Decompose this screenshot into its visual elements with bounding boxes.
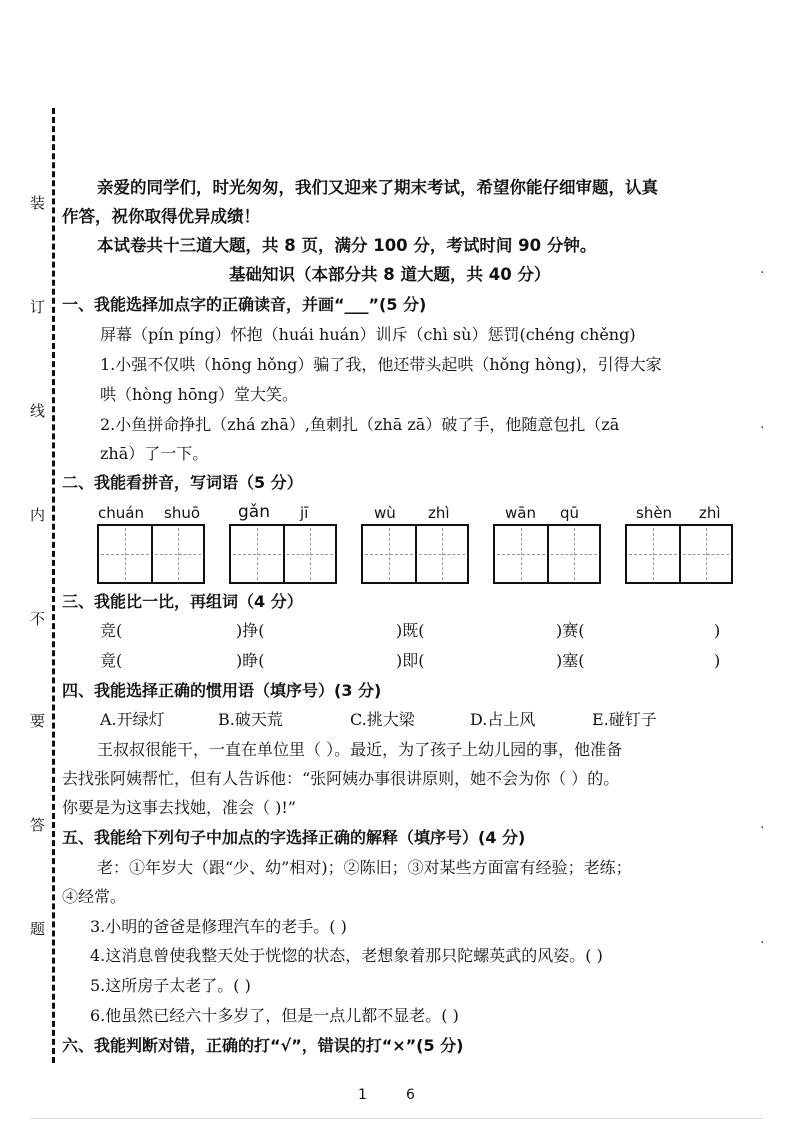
tianzige-cell[interactable] — [415, 526, 467, 582]
pinyin: shuō — [164, 504, 201, 522]
intro-line-1: 亲爱的同学们，时光匆匆，我们又迎来了期末考试，希望你能仔细审题，认真 — [97, 178, 658, 197]
q1-title: 一、我能选择加点字的正确读音，并画“___”(5 分) — [62, 295, 427, 314]
tianzige-cell[interactable] — [363, 526, 415, 582]
q3-cell: ) — [714, 651, 721, 670]
q4-paragraph-1: 王叔叔很能干，一直在单位里（ ）。最近，为了孩子上幼儿园的事，他准备 — [97, 740, 623, 759]
q1-row-4: 2.小鱼拼命挣扎（zhá zhā）,鱼刺扎（zhā zā）破了手，他随意包扎（zā — [100, 415, 620, 434]
binding-char: 内 — [30, 506, 46, 524]
tianzige-cell[interactable] — [547, 526, 599, 582]
q4-title: 四、我能选择正确的惯用语（填序号）(3 分) — [62, 681, 382, 700]
q5-sentence-4: 4.这消息曾使我整天处于恍惚的状态，老想象着那只陀螺英武的风姿。( ) — [90, 946, 603, 965]
q3-cell: )睁( — [236, 651, 265, 670]
q4-option: B.破天荒 — [218, 710, 283, 729]
q3-cell: )即( — [396, 651, 425, 670]
tianzige-cell[interactable] — [231, 526, 283, 582]
q1-row-5: zhā）了一下。 — [100, 444, 209, 463]
q3-cell: 竟( — [100, 651, 123, 670]
q3-cell: )挣( — [236, 621, 265, 640]
q1-row-3: 哄（hòng hōng）堂大笑。 — [100, 385, 299, 404]
q1-row-1: 屏幕（pín píng）怀抱（huái huán）训斥（chì sù）惩罚(chéng chěng) — [100, 325, 636, 344]
tianzige-cell[interactable] — [151, 526, 203, 582]
pinyin: jī — [300, 504, 309, 522]
footer-divider — [30, 1118, 763, 1119]
pinyin: zhì — [699, 504, 721, 522]
q3-cell: )塞( — [556, 651, 585, 670]
q5-title: 五、我能给下列句子中加点的字选择正确的解释（填序号）(4 分) — [62, 828, 526, 847]
edge-mark: · — [760, 265, 765, 281]
binding-char: 不 — [30, 610, 46, 628]
q3-title: 三、我能比一比，再组词（4 分） — [62, 592, 303, 611]
binding-char: 答 — [30, 816, 46, 834]
tianzige-cell[interactable] — [627, 526, 679, 582]
tianzige-cell[interactable] — [283, 526, 335, 582]
q2-title: 二、我能看拼音，写词语（5 分） — [62, 473, 303, 492]
tianzige-box-group[interactable] — [625, 524, 733, 584]
q5-definition-2: ④经常。 — [62, 887, 127, 906]
pinyin: shèn — [636, 504, 673, 522]
pinyin: chuán — [98, 504, 144, 522]
q3-cell: )既( — [396, 621, 425, 640]
binding-char: 装 — [30, 194, 46, 212]
q1-row-2: 1.小强不仅哄（hōng hǒng）骗了我，他还带头起哄（hǒng hòng)，引得大家 — [100, 355, 662, 374]
tianzige-cell[interactable] — [495, 526, 547, 582]
tianzige-box-group[interactable] — [97, 524, 205, 584]
edge-mark: · — [760, 420, 765, 436]
q4-option: D.占上风 — [470, 710, 536, 729]
q4-paragraph-3: 你要是为这事去找她，准会（ )!” — [62, 798, 296, 817]
binding-char: 题 — [30, 920, 46, 938]
pinyin: qū — [560, 504, 580, 522]
tianzige-box-group[interactable] — [229, 524, 337, 584]
q6-title: 六、我能判断对错，正确的打“√”，错误的打“×”(5 分) — [62, 1036, 464, 1055]
binding-dashed-line — [52, 108, 55, 1063]
intro-line-3: 本试卷共十三道大题，共 8 页，满分 100 分，考试时间 90 分钟。 — [97, 236, 597, 255]
intro-line-2: 作答，祝你取得优异成绩！ — [62, 207, 260, 226]
q4-option: C.挑大梁 — [350, 710, 415, 729]
edge-mark: · — [760, 935, 765, 951]
pinyin: wān — [505, 504, 536, 522]
q3-cell: 竞( — [100, 621, 123, 640]
q3-cell: ) — [714, 621, 721, 640]
q3-cell: )赛( — [556, 621, 585, 640]
tianzige-cell[interactable] — [679, 526, 731, 582]
edge-mark: · — [760, 820, 765, 836]
q5-definition-1: 老：①年岁大（跟“少、幼”相对)；②陈旧；③对某些方面富有经验；老练； — [97, 858, 632, 877]
q5-sentence-5: 5.这所房子太老了。( ) — [90, 976, 251, 995]
binding-char: 线 — [30, 402, 46, 420]
pinyin: wù — [374, 504, 396, 522]
pinyin: zhì — [428, 504, 450, 522]
tianzige-cell[interactable] — [99, 526, 151, 582]
tianzige-box-group[interactable] — [361, 524, 469, 584]
q4-option: A.开绿灯 — [100, 710, 165, 729]
q5-sentence-6: 6.他虽然已经六十多岁了，但是一点儿都不显老。( ) — [90, 1006, 459, 1025]
binding-char: 要 — [30, 712, 46, 730]
section-title: 基础知识（本部分共 8 道大题，共 40 分） — [229, 265, 551, 284]
q4-paragraph-2: 去找张阿姨帮忙，但有人告诉他：“张阿姨办事很讲原则，她不会为你（ ）的。 — [62, 769, 620, 788]
pinyin: gǎn — [238, 502, 270, 522]
tianzige-box-group[interactable] — [493, 524, 601, 584]
binding-char: 订 — [30, 298, 46, 316]
q5-sentence-3: 3.小明的爸爸是修理汽车的老手。( ) — [90, 917, 347, 936]
page-number-left: 1 — [358, 1087, 367, 1103]
q4-option: E.碰钉子 — [592, 710, 657, 729]
page-number-right: 6 — [406, 1087, 415, 1103]
